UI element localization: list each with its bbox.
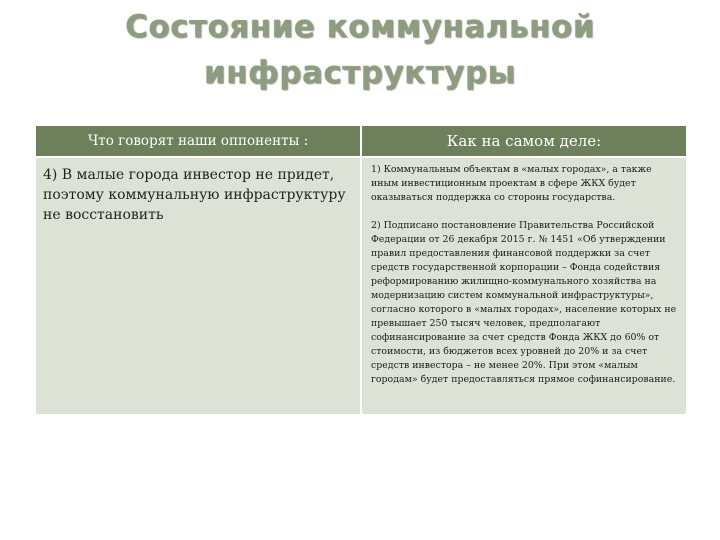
- table-header-row: [36, 126, 686, 157]
- table-row: [36, 157, 686, 414]
- slide-title: [0, 4, 720, 96]
- comparison-table: [36, 126, 686, 414]
- opponent-claim-text: 4) В малые города инвестор не придет, поэтому коммунальную инфраструктуру не восстановить: [43, 167, 346, 223]
- cell-opponents: [36, 157, 361, 414]
- cell-reality: [361, 157, 686, 414]
- reality-paragraph-1: 1) Коммунальным объектам в «малых городах», а также иным инвестиционным проектам в сфере ЖКХ будет оказываться поддержка со стороны государства.: [371, 164, 652, 203]
- slide-title-line2: инфраструктуры: [203, 55, 517, 91]
- reality-paragraph-2: 2) Подписано постановление Правительства Российской Федерации от 26 декабря 2015 г. № 1451 «Об утверждении правил предоставления финансовой поддержки за счет средств государственной корпорации – Фонда содействия реформированию жилищно-коммунального хозяйства на модернизацию систем коммунальной инфраструктуры», согласно которого в «малых городах», население которых не превышает 250 тысяч человек, предполагают софинансирование за счет средств Фонда ЖКХ до 60% от стоимости, из бюджетов всех уровней до 20% и за счет средств инвестора – не менее 20%. При этом «малым городам» будет предоставляться прямое софинансирование.: [371, 220, 677, 385]
- header-opponents: Что говорят наши оппоненты :: [36, 126, 361, 157]
- slide-title-line1: Состояние коммунальной: [125, 9, 595, 45]
- header-reality: Как на самом деле:: [361, 126, 686, 157]
